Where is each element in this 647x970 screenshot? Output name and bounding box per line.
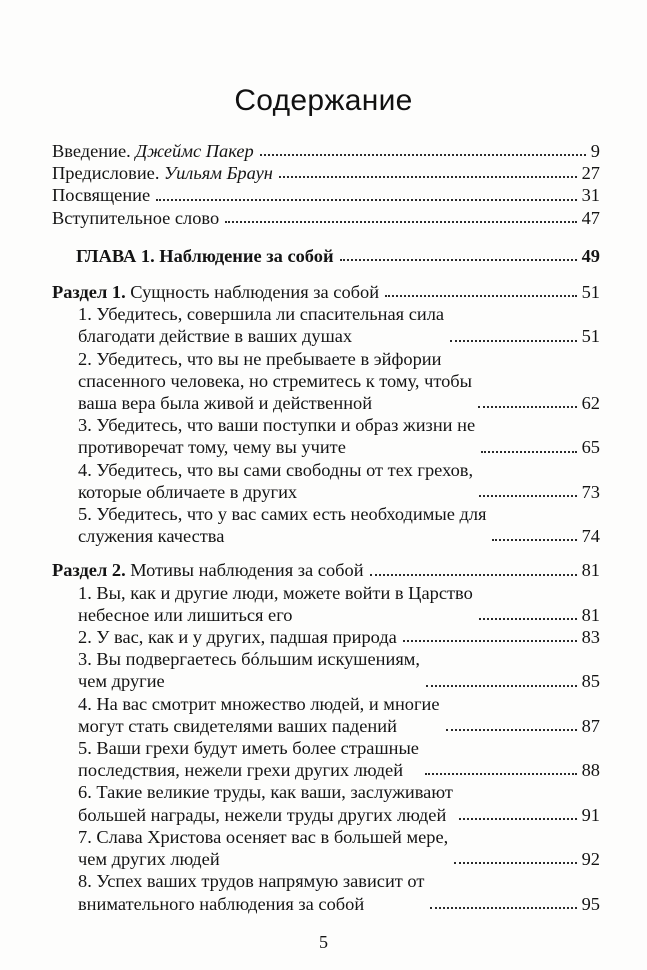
toc-entry-s2-item-1[interactable] (52, 582, 600, 626)
entry-label: Вступительное слово (52, 207, 220, 228)
entry-label: 4. На вас смотрит множество людей, и многие могут стать свидетелями ваших падений (78, 693, 440, 736)
section-title: Мотивы наблюдения за собой (125, 560, 364, 581)
table-of-contents (52, 140, 600, 915)
toc-entry-s2-item-5[interactable] (52, 737, 600, 781)
dot-leader (479, 618, 577, 620)
toc-entry-s2-item-7[interactable] (52, 826, 600, 870)
toc-entry-s2-item-2[interactable] (52, 626, 600, 648)
entry-page: 31 (581, 185, 600, 206)
dot-leader (426, 685, 577, 687)
entry-author: Уильям Браун (164, 163, 273, 184)
toc-entry-opening-word[interactable] (52, 207, 600, 229)
section-prefix: Раздел 1. (52, 282, 126, 303)
toc-entry-s1-item-4[interactable] (52, 459, 600, 503)
entry-label: 5. Ваши грехи будут иметь более страшные последствия, нежели грехи других людей (78, 738, 419, 781)
entry-page: 81 (581, 604, 600, 625)
entry-label: Посвящение (52, 185, 151, 206)
entry-page: 74 (581, 526, 600, 547)
entry-label: 5. Убедитесь, что у вас самих есть необходимые для служения качества (78, 504, 487, 547)
page-title: Содержание (234, 84, 413, 117)
toc-entry-s2-item-4[interactable] (52, 693, 600, 737)
entry-label: 7. Слава Христова осеняет вас в большей мере, чем других людей (78, 826, 449, 870)
dot-leader (459, 818, 577, 820)
toc-entry-s1-item-2[interactable] (52, 348, 600, 415)
entry-page: 73 (581, 481, 600, 502)
entry-page: 27 (581, 163, 600, 184)
entry-page: 81 (581, 560, 600, 581)
toc-entry-introduction[interactable] (52, 140, 600, 162)
entry-page: 49 (581, 245, 600, 266)
dot-leader (450, 340, 577, 342)
dot-leader (156, 199, 576, 201)
dot-leader (479, 495, 577, 497)
dot-leader (446, 729, 577, 731)
entry-page: 47 (581, 207, 600, 228)
dot-leader (425, 773, 577, 775)
dot-leader (340, 259, 577, 261)
entry-label: 1. Убедитесь, совершила ли спасительная сила благодати действие в ваших душах (78, 304, 445, 347)
entry-page: 87 (581, 715, 600, 736)
entry-label: 3. Убедитесь, что ваши поступки и образ жизни не противоречат тому, чему вы учите (78, 415, 476, 458)
entry-page: 65 (581, 437, 600, 458)
entry-page: 9 (590, 141, 600, 161)
entry-label: 3. Вы подвергаетесь бóльшим искушениям, чем другие (78, 649, 421, 692)
entry-label: 1. Вы, как и другие люди, можете войти в Царство небесное или лишиться его (78, 582, 473, 625)
dot-leader (481, 451, 577, 453)
dot-leader (225, 221, 576, 223)
chapter-label: ГЛАВА 1. Наблюдение за собой (76, 245, 334, 266)
dot-leader (403, 640, 577, 642)
entry-label: 6. Такие великие труды, как ваши, заслуживают большей награды, нежели труды других людей (78, 782, 453, 825)
dot-leader (370, 574, 577, 576)
entry-label: 8. Успех ваших трудов напрямую зависит от внимательного наблюдения за собой (78, 871, 425, 914)
entry-page: 51 (581, 326, 600, 347)
toc-entry-dedication[interactable] (52, 184, 600, 206)
dot-leader (478, 406, 577, 408)
entry-label: 4. Убедитесь, что вы сами свободны от тех грехов, которые обличаете в других (78, 459, 474, 502)
toc-entry-s2-item-8[interactable] (52, 870, 600, 914)
toc-entry-chapter-1[interactable] (52, 245, 600, 267)
entry-page: 85 (581, 671, 600, 692)
entry-label: Предисловие. (52, 163, 165, 184)
toc-entry-section-1[interactable] (52, 281, 600, 303)
dot-leader (279, 176, 577, 178)
dot-leader (492, 539, 576, 541)
entry-page: 62 (581, 393, 600, 414)
dot-leader (385, 295, 577, 297)
entry-label: Введение. (52, 141, 136, 161)
entry-author: Джеймс Пакер (135, 141, 254, 161)
entry-label: 2. У вас, как и у других, падшая природа (78, 627, 397, 648)
toc-entry-section-2[interactable] (52, 559, 600, 581)
toc-entry-s1-item-5[interactable] (52, 503, 600, 547)
entry-page: 83 (581, 627, 600, 648)
entry-label: 2. Убедитесь, что вы не пребываете в эйфории спасенного человека, но стремитесь к тому, чтобы ваша вера была живой и действенной (78, 348, 473, 414)
toc-entry-s2-item-6[interactable] (52, 781, 600, 825)
page-number: 5 (319, 932, 328, 952)
entry-page: 91 (581, 804, 600, 825)
entry-page: 88 (581, 760, 600, 781)
dot-leader (260, 154, 586, 156)
entry-page: 51 (581, 282, 600, 303)
toc-entry-s1-item-1[interactable] (52, 303, 600, 347)
dot-leader (430, 907, 576, 909)
dot-leader (454, 862, 576, 864)
toc-entry-preface[interactable] (52, 162, 600, 184)
toc-entry-s2-item-3[interactable] (52, 648, 600, 692)
entry-page: 92 (581, 849, 600, 870)
section-title: Сущность наблюдения за собой (125, 282, 380, 303)
entry-page: 95 (581, 893, 600, 914)
section-prefix: Раздел 2. (52, 560, 126, 581)
toc-entry-s1-item-3[interactable] (52, 414, 600, 458)
